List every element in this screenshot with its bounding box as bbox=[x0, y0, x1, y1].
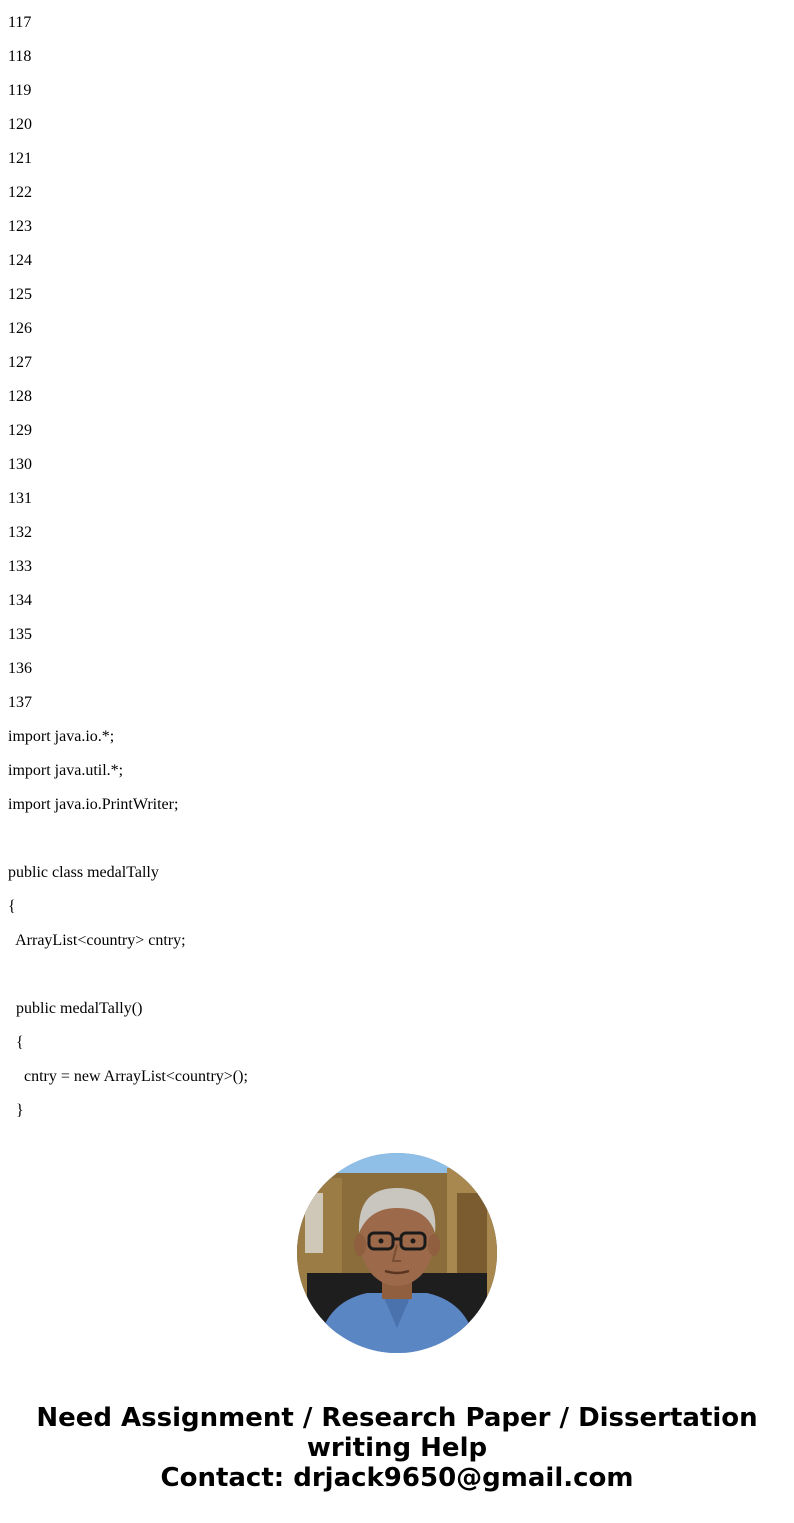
person-photo-icon bbox=[297, 1153, 497, 1353]
contact-email: Contact: drjack9650@gmail.com bbox=[160, 1463, 634, 1493]
code-line: 119 bbox=[8, 82, 32, 99]
code-line: 122 bbox=[8, 184, 32, 201]
cta-heading: Need Assignment / Research Paper / Dissertation bbox=[36, 1403, 758, 1433]
cta-subheading: writing Help bbox=[306, 1433, 488, 1463]
code-line: 134 bbox=[8, 592, 32, 609]
code-line: 129 bbox=[8, 422, 32, 439]
code-line: 123 bbox=[8, 218, 32, 235]
code-line: 127 bbox=[8, 354, 32, 371]
code-line: 117 bbox=[8, 14, 32, 31]
code-line: 135 bbox=[8, 626, 32, 643]
code-line: 133 bbox=[8, 558, 32, 575]
code-line: import java.io.*; bbox=[8, 728, 115, 745]
code-line bbox=[8, 822, 786, 856]
code-line: 125 bbox=[8, 286, 32, 303]
code-line bbox=[8, 958, 786, 992]
code-line: 121 bbox=[8, 150, 32, 167]
code-line: 128 bbox=[8, 388, 32, 405]
contact-banner bbox=[0, 1403, 794, 1493]
code-line: public class medalTally bbox=[8, 864, 159, 881]
code-listing bbox=[8, 6, 786, 1128]
code-line: 132 bbox=[8, 524, 32, 541]
code-line: cntry = new ArrayList<country>(); bbox=[8, 1068, 248, 1085]
code-line: 137 bbox=[8, 694, 32, 711]
code-line: 136 bbox=[8, 660, 32, 677]
code-line: import java.io.PrintWriter; bbox=[8, 796, 179, 813]
code-line: 131 bbox=[8, 490, 32, 507]
author-avatar bbox=[297, 1153, 497, 1353]
code-line: import java.util.*; bbox=[8, 762, 124, 779]
code-line: { bbox=[8, 1034, 24, 1051]
code-line: 124 bbox=[8, 252, 32, 269]
code-line: ArrayList<country> cntry; bbox=[8, 932, 186, 949]
code-line: 126 bbox=[8, 320, 32, 337]
code-line: public medalTally() bbox=[8, 1000, 143, 1017]
code-line: 118 bbox=[8, 48, 32, 65]
code-line: } bbox=[8, 1102, 24, 1119]
code-line: 130 bbox=[8, 456, 32, 473]
code-line: 120 bbox=[8, 116, 32, 133]
code-line: { bbox=[8, 898, 16, 915]
